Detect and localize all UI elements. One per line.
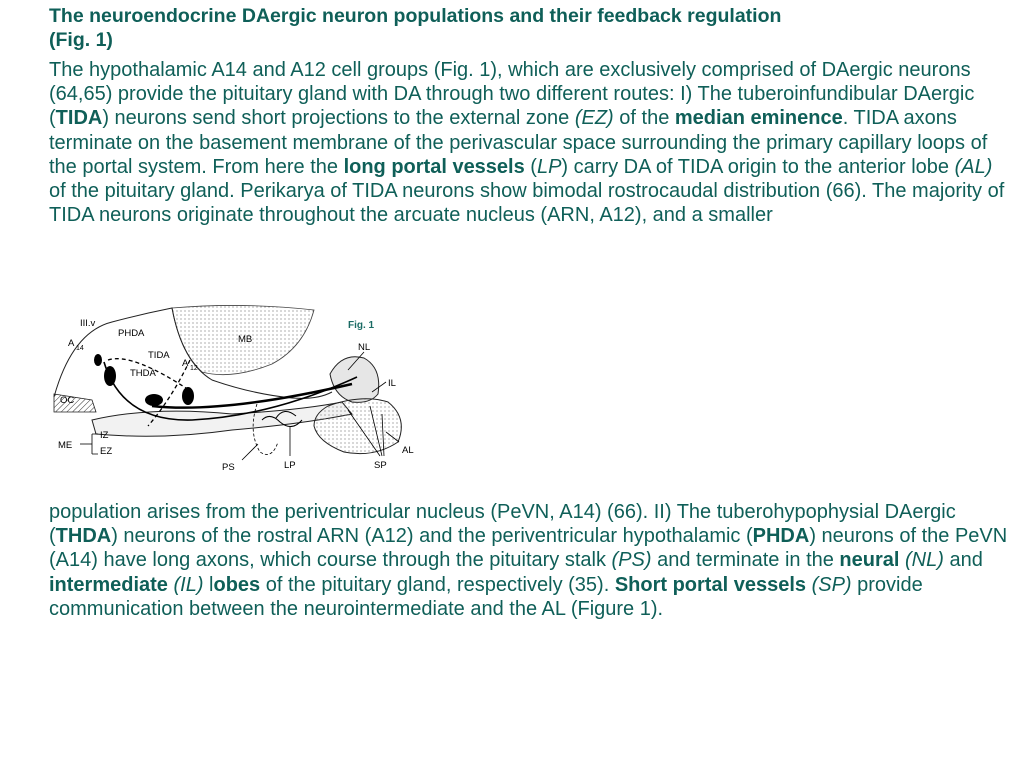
- figure-caption: Fig. 1: [348, 320, 375, 331]
- paragraph-1: [49, 58, 1014, 227]
- phda-neuron: [104, 366, 116, 386]
- label-il: IL: [388, 378, 396, 389]
- p2-text: l: [203, 573, 214, 596]
- p1-text: ) carry DA of TIDA origin to the anterior lobe: [561, 155, 955, 178]
- term-lobes: obes: [213, 573, 261, 596]
- me-bracket: [92, 434, 98, 454]
- label-nl: NL: [358, 342, 371, 353]
- section-heading: [49, 4, 1014, 52]
- term-long-portal-vessels: long portal vessels: [343, 155, 525, 178]
- label-al: AL: [402, 445, 414, 456]
- term-tida: TIDA: [55, 107, 103, 130]
- label-ps: PS: [222, 462, 235, 473]
- pointer-line: [242, 444, 258, 460]
- label-a12-subscript: 12: [190, 365, 198, 372]
- label-ez: EZ: [100, 446, 113, 457]
- p2-text: and: [943, 549, 983, 572]
- abbr-al: (AL): [954, 155, 993, 178]
- term-short-portal-vessels: Short portal vessels: [614, 573, 806, 596]
- term-neural: neural: [839, 549, 900, 572]
- p2-text: population arises from the periventricular nucleus (PeVN, A14) (66). II) The tuberohypophysial DAergic (: [49, 501, 956, 548]
- p2-text: of the pituitary gland, respectively (35).: [260, 573, 615, 596]
- neural-lobe: [330, 357, 379, 403]
- abbr-il: (IL): [173, 573, 204, 596]
- p1-text: . TIDA axons terminate on the basement membrane of the perivascular space surrounding the primary capillary loops of the portal system. From here the: [49, 107, 988, 178]
- anterior-lobe: [314, 399, 401, 454]
- label-iz: IZ: [100, 430, 109, 441]
- label-lp: LP: [284, 460, 296, 471]
- label-a14-subscript: 14: [76, 345, 84, 352]
- pituitary-diagram-svg: [52, 302, 424, 482]
- a12-neuron: [182, 387, 194, 405]
- p2-text: and terminate in the: [651, 549, 840, 572]
- abbr-ps: (PS): [611, 549, 652, 572]
- term-thda: THDA: [55, 525, 112, 548]
- p2-text: provide communication between the neurointermediate and the AL (Figure 1).: [49, 573, 923, 620]
- heading-line-2: (Fig. 1): [49, 29, 113, 51]
- p1-text: of the: [613, 107, 675, 130]
- label-a12: A: [182, 358, 189, 369]
- thda-neuron: [145, 394, 163, 406]
- abbr-sp: (SP): [811, 573, 852, 596]
- abbr-ez: (EZ): [574, 107, 614, 130]
- label-tida: TIDA: [148, 350, 170, 361]
- label-a14: A: [68, 338, 75, 349]
- term-median-eminence: median eminence: [674, 107, 843, 130]
- term-intermediate: intermediate: [49, 573, 168, 596]
- abbr-nl: (NL): [905, 549, 944, 572]
- heading-line-1: The neuroendocrine DAergic neuron populations and their feedback regulation: [49, 5, 782, 27]
- label-me: ME: [58, 440, 73, 451]
- abbr-lp: LP: [536, 155, 562, 178]
- paragraph-2: [49, 500, 1014, 621]
- label-iiiv: III.v: [80, 318, 96, 329]
- label-mb: MB: [238, 334, 253, 345]
- p1-text: of the pituitary gland. Perikarya of TIDA neurons show bimodal rostrocaudal distribution (66). The majority of TIDA neurons originate throughout the arcuate nucleus (ARN, A12), and a smaller: [49, 180, 1005, 227]
- p1-text: ) neurons send short projections to the external zone: [102, 107, 575, 130]
- p2-text: ) neurons of the PeVN (A14) have long axons, which course through the pituitary stalk: [49, 525, 1008, 572]
- p2-text: ) neurons of the rostral ARN (A12) and the periventricular hypothalamic (: [111, 525, 753, 548]
- label-sp: SP: [374, 460, 387, 471]
- term-phda: PHDA: [752, 525, 810, 548]
- p1-text: The hypothalamic A14 and A12 cell groups (Fig. 1), which are exclusively comprised of DAergic neurons (64,65) provide the pituitary gland with DA through two different routes: I) The tuberoinfundibular DAergic (: [49, 59, 975, 130]
- label-thda: THDA: [130, 368, 156, 379]
- a14-neuron: [94, 354, 102, 366]
- label-oc: OC: [60, 395, 75, 406]
- p1-text: (: [524, 155, 537, 178]
- label-phda: PHDA: [118, 328, 145, 339]
- figure-1-diagram: [52, 302, 424, 482]
